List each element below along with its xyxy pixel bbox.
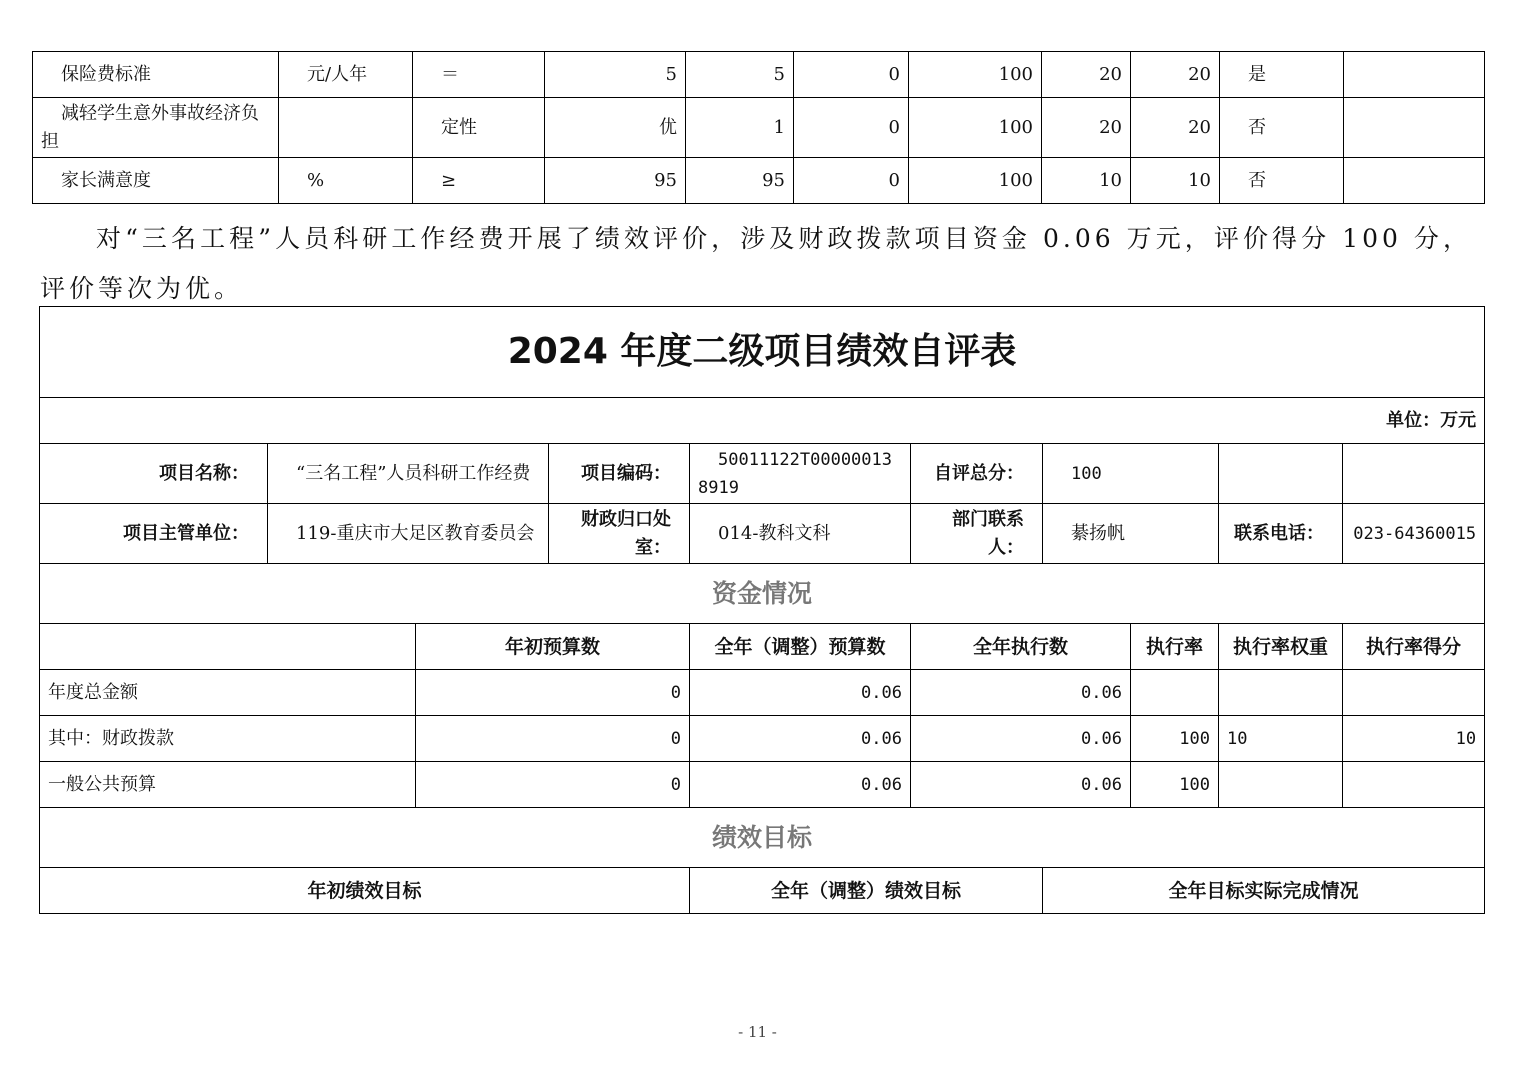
indicator-name: 减轻学生意外事故经济负担 bbox=[33, 98, 279, 158]
self-evaluation-form bbox=[39, 306, 1485, 914]
funds-row-executed: 0.06 bbox=[911, 670, 1131, 716]
indicator-score: 20 bbox=[1131, 98, 1220, 158]
phone-label: 联系电话： bbox=[1219, 504, 1343, 564]
goals-header-completion: 全年目标实际完成情况 bbox=[1043, 868, 1485, 914]
indicator-score: 10 bbox=[1131, 158, 1220, 204]
funds-row-adjusted: 0.06 bbox=[690, 716, 911, 762]
funds-header-blank bbox=[40, 624, 416, 670]
indicator-weight: 20 bbox=[1042, 98, 1131, 158]
indicator-name: 保险费标准 bbox=[33, 52, 279, 98]
page-number: - 11 - bbox=[738, 1023, 777, 1041]
indicator-flag: 否 bbox=[1220, 98, 1344, 158]
funds-header-initial: 年初预算数 bbox=[416, 624, 690, 670]
indicator-rate: 100 bbox=[909, 52, 1042, 98]
indicator-target: 95 bbox=[545, 158, 686, 204]
funds-row-weight bbox=[1219, 670, 1343, 716]
indicator-unit: 元/人年 bbox=[279, 52, 413, 98]
funds-header-executed: 全年执行数 bbox=[911, 624, 1131, 670]
goals-header-initial: 年初绩效目标 bbox=[40, 868, 690, 914]
evaluation-paragraph: 对“三名工程”人员科研工作经费开展了绩效评价，涉及财政拨款项目资金 0.06 万元，评价得分 100 分，评价等次为优。 bbox=[40, 224, 1472, 303]
unit-label: 单位：万元 bbox=[40, 398, 1485, 444]
funds-header-weight: 执行率权重 bbox=[1219, 624, 1343, 670]
form-title: 2024 年度二级项目绩效自评表 bbox=[40, 307, 1485, 398]
funds-row-label: 年度总金额 bbox=[40, 670, 416, 716]
funds-row-rate: 100 bbox=[1131, 762, 1219, 808]
funds-row-initial: 0 bbox=[416, 716, 690, 762]
funds-row-rate bbox=[1131, 670, 1219, 716]
indicator-row bbox=[33, 52, 1485, 98]
indicator-note bbox=[1344, 158, 1485, 204]
funds-row-rate: 100 bbox=[1131, 716, 1219, 762]
indicator-note bbox=[1344, 98, 1485, 158]
project-name-label: 项目名称： bbox=[40, 444, 268, 504]
funds-row-executed: 0.06 bbox=[911, 716, 1131, 762]
funds-row-weight bbox=[1219, 762, 1343, 808]
finance-office-value: 014-教科文科 bbox=[690, 504, 911, 564]
funds-row-weight: 10 bbox=[1219, 716, 1343, 762]
indicator-actual: 95 bbox=[686, 158, 794, 204]
indicator-flag: 是 bbox=[1220, 52, 1344, 98]
indicator-note bbox=[1344, 52, 1485, 98]
finance-office-label: 财政归口处室： bbox=[549, 504, 690, 564]
total-score-value: 100 bbox=[1043, 444, 1219, 504]
indicator-unit: % bbox=[279, 158, 413, 204]
funds-row-initial: 0 bbox=[416, 670, 690, 716]
goals-header-adjusted: 全年（调整）绩效目标 bbox=[690, 868, 1043, 914]
total-score-label: 自评总分： bbox=[911, 444, 1043, 504]
funds-header-rate: 执行率 bbox=[1131, 624, 1219, 670]
funds-row bbox=[40, 716, 1485, 762]
funds-header-adjusted: 全年（调整）预算数 bbox=[690, 624, 911, 670]
empty-cell bbox=[1219, 444, 1343, 504]
indicator-weight: 10 bbox=[1042, 158, 1131, 204]
indicator-row bbox=[33, 158, 1485, 204]
funds-row-executed: 0.06 bbox=[911, 762, 1131, 808]
funds-section-heading: 资金情况 bbox=[40, 564, 1485, 624]
indicator-operator: ＝ bbox=[413, 52, 545, 98]
indicator-table bbox=[32, 51, 1485, 204]
funds-row-initial: 0 bbox=[416, 762, 690, 808]
funds-row-score bbox=[1343, 762, 1485, 808]
empty-cell bbox=[1343, 444, 1485, 504]
funds-row-adjusted: 0.06 bbox=[690, 762, 911, 808]
indicator-operator: ≥ bbox=[413, 158, 545, 204]
funds-row-label: 其中：财政拨款 bbox=[40, 716, 416, 762]
funds-row-score: 10 bbox=[1343, 716, 1485, 762]
goals-section-heading: 绩效目标 bbox=[40, 808, 1485, 868]
dept-label: 项目主管单位： bbox=[40, 504, 268, 564]
indicator-weight: 20 bbox=[1042, 52, 1131, 98]
indicator-actual: 1 bbox=[686, 98, 794, 158]
project-name-value: “三名工程”人员科研工作经费 bbox=[268, 444, 549, 504]
funds-row-score bbox=[1343, 670, 1485, 716]
funds-row bbox=[40, 670, 1485, 716]
phone-value: 023-64360015 bbox=[1343, 504, 1485, 564]
indicator-rate: 100 bbox=[909, 98, 1042, 158]
project-code-value: 50011122T000000138919 bbox=[690, 444, 911, 504]
indicator-target: 5 bbox=[545, 52, 686, 98]
funds-row bbox=[40, 762, 1485, 808]
indicator-target: 优 bbox=[545, 98, 686, 158]
indicator-deviation: 0 bbox=[794, 52, 909, 98]
indicator-row bbox=[33, 98, 1485, 158]
indicator-operator: 定性 bbox=[413, 98, 545, 158]
funds-row-adjusted: 0.06 bbox=[690, 670, 911, 716]
funds-header-score: 执行率得分 bbox=[1343, 624, 1485, 670]
indicator-rate: 100 bbox=[909, 158, 1042, 204]
indicator-unit bbox=[279, 98, 413, 158]
indicator-actual: 5 bbox=[686, 52, 794, 98]
indicator-name: 家长满意度 bbox=[33, 158, 279, 204]
dept-value: 119-重庆市大足区教育委员会 bbox=[268, 504, 549, 564]
indicator-score: 20 bbox=[1131, 52, 1220, 98]
funds-row-label: 一般公共预算 bbox=[40, 762, 416, 808]
indicator-deviation: 0 bbox=[794, 98, 909, 158]
indicator-deviation: 0 bbox=[794, 158, 909, 204]
contact-value: 綦扬帆 bbox=[1043, 504, 1219, 564]
project-code-label: 项目编码： bbox=[549, 444, 690, 504]
indicator-flag: 否 bbox=[1220, 158, 1344, 204]
contact-label: 部门联系人： bbox=[911, 504, 1043, 564]
